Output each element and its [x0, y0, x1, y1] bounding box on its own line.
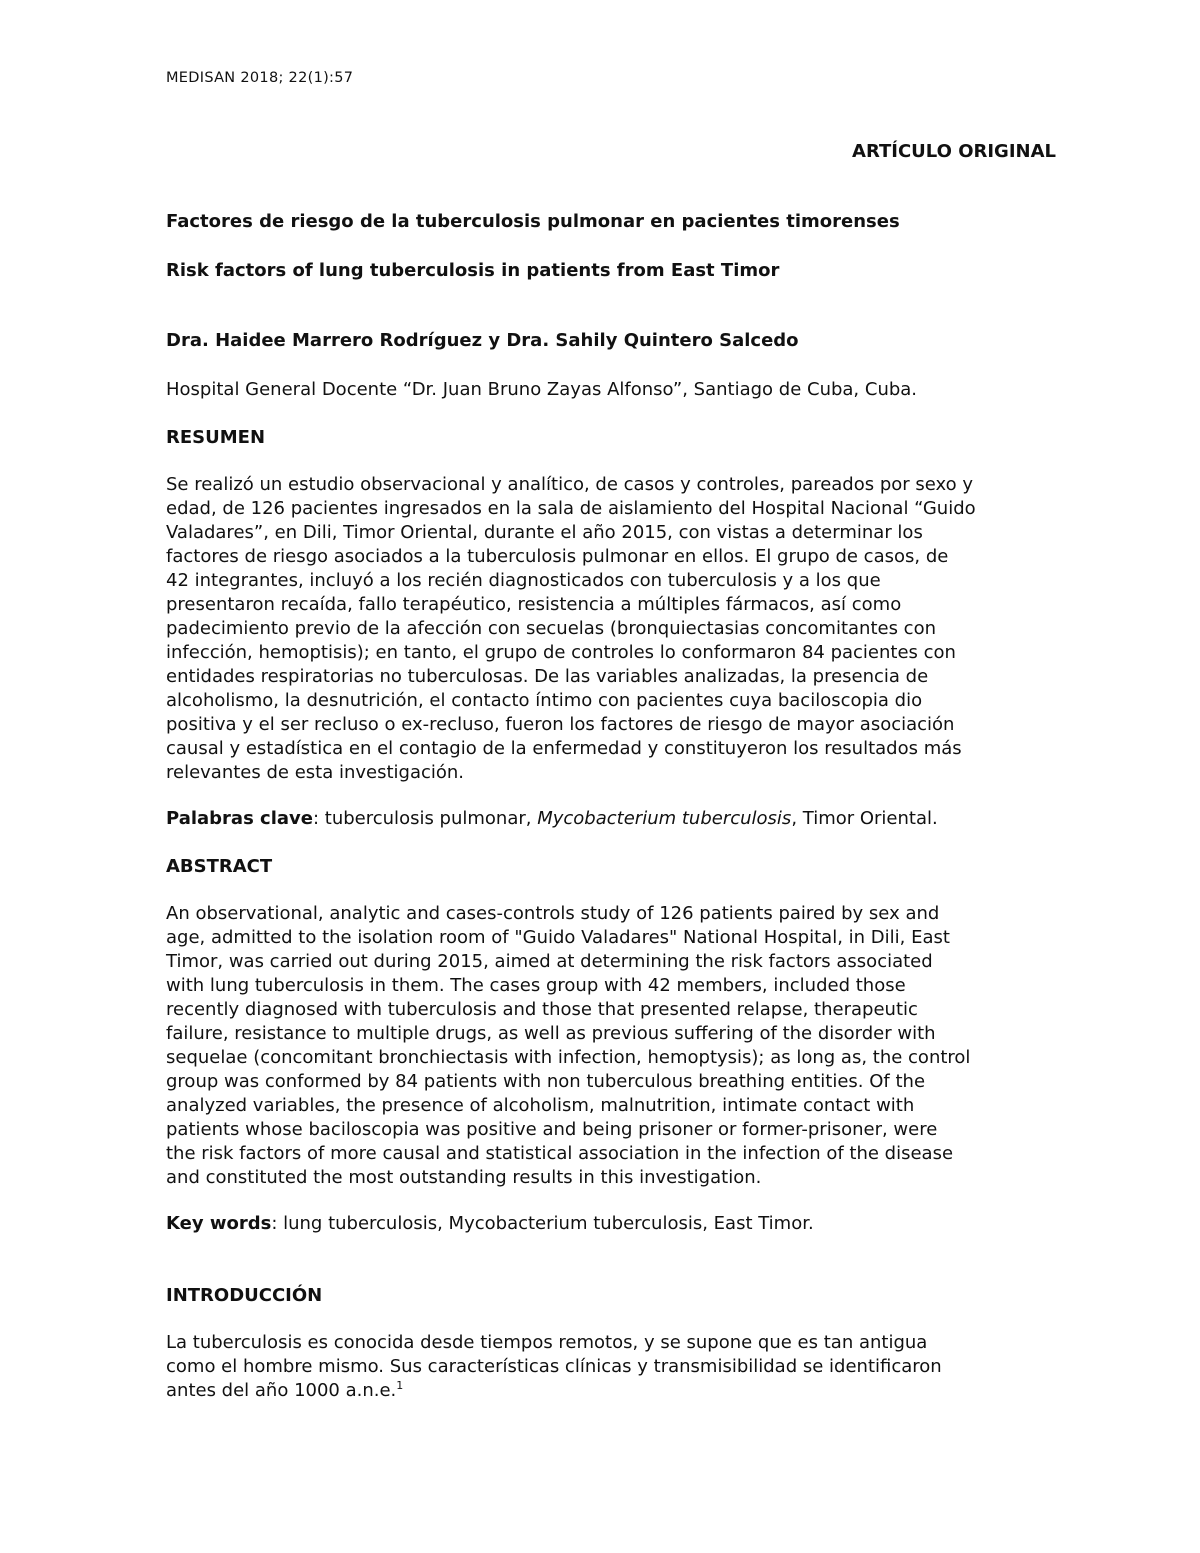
- abstract-line: and constituted the most outstanding results in this investigation.: [166, 1167, 762, 1188]
- authors: Dra. Haidee Marrero Rodríguez y Dra. Sahily Quintero Salcedo: [166, 330, 799, 351]
- palabras-clave-text-2: , Timor Oriental.: [791, 808, 938, 829]
- abstract-body: [166, 902, 1060, 1190]
- abstract-line: recently diagnosed with tuberculosis and those that presented relapse, therapeutic: [166, 999, 918, 1020]
- resumen-line: relevantes de esta investigación.: [166, 762, 465, 783]
- key-words-text: : lung tuberculosis, Mycobacterium tuberculosis, East Timor.: [271, 1213, 814, 1234]
- palabras-clave-italic: Mycobacterium tuberculosis: [537, 808, 792, 829]
- resumen-heading: RESUMEN: [166, 427, 266, 448]
- abstract-line: group was conformed by 84 patients with non tuberculous breathing entities. Of the: [166, 1071, 926, 1092]
- abstract-line: with lung tuberculosis in them. The cases group with 42 members, included those: [166, 975, 906, 996]
- introduccion-body: [166, 1331, 1060, 1403]
- title-english: Risk factors of lung tuberculosis in patients from East Timor: [166, 260, 780, 281]
- abstract-line: patients whose baciloscopia was positive and being prisoner or former-prisoner, were: [166, 1119, 938, 1140]
- resumen-line: edad, de 126 pacientes ingresados en la sala de aislamiento del Hospital Nacional “Guido: [166, 498, 976, 519]
- abstract-line: Timor, was carried out during 2015, aimed at determining the risk factors associated: [166, 951, 933, 972]
- palabras-clave-label: Palabras clave: [166, 808, 313, 829]
- abstract-heading: ABSTRACT: [166, 856, 273, 877]
- journal-reference: MEDISAN 2018; 22(1):57: [166, 70, 354, 86]
- resumen-line: alcoholismo, la desnutrición, el contacto íntimo con pacientes cuya baciloscopia dio: [166, 690, 923, 711]
- resumen-line: Valadares”, en Dili, Timor Oriental, durante el año 2015, con vistas a determinar los: [166, 522, 923, 543]
- introduccion-line: La tuberculosis es conocida desde tiempos remotos, y se supone que es tan antigua: [166, 1332, 928, 1353]
- reference-superscript[interactable]: 1: [396, 1379, 404, 1392]
- abstract-line: failure, resistance to multiple drugs, as well as previous suffering of the disorder with: [166, 1023, 936, 1044]
- resumen-line: factores de riesgo asociados a la tuberculosis pulmonar en ellos. El grupo de casos, de: [166, 546, 949, 567]
- resumen-line: entidades respiratorias no tuberculosas. De las variables analizadas, la presencia de: [166, 666, 929, 687]
- resumen-line: positiva y el ser recluso o ex-recluso, fueron los factores de riesgo de mayor asociación: [166, 714, 955, 735]
- resumen-line: presentaron recaída, fallo terapéutico, resistencia a múltiples fármacos, así como: [166, 594, 902, 615]
- abstract-line: the risk factors of more causal and statistical association in the infection of the disease: [166, 1143, 954, 1164]
- resumen-body: [166, 473, 1060, 785]
- introduccion-heading: INTRODUCCIÓN: [166, 1285, 323, 1306]
- palabras-clave: [166, 808, 938, 829]
- resumen-line: 42 integrantes, incluyó a los recién diagnosticados con tuberculosis y a los que: [166, 570, 881, 591]
- resumen-line: Se realizó un estudio observacional y analítico, de casos y controles, pareados por sexo y: [166, 474, 974, 495]
- abstract-line: An observational, analytic and cases-controls study of 126 patients paired by sex and: [166, 903, 940, 924]
- key-words-label: Key words: [166, 1213, 272, 1234]
- affiliation: Hospital General Docente “Dr. Juan Bruno Zayas Alfonso”, Santiago de Cuba, Cuba.: [166, 379, 918, 400]
- abstract-line: sequelae (concomitant bronchiectasis with infection, hemoptysis); as long as, the control: [166, 1047, 971, 1068]
- abstract-line: analyzed variables, the presence of alcoholism, malnutrition, intimate contact with: [166, 1095, 915, 1116]
- key-words: [166, 1213, 814, 1234]
- resumen-line: infección, hemoptisis); en tanto, el grupo de controles lo conformaron 84 pacientes con: [166, 642, 956, 663]
- palabras-clave-text-1: : tuberculosis pulmonar,: [313, 808, 538, 829]
- article-type-label: ARTÍCULO ORIGINAL: [852, 141, 1056, 162]
- abstract-line: age, admitted to the isolation room of "Guido Valadares" National Hospital, in Dili, East: [166, 927, 950, 948]
- introduccion-last-text: antes del año 1000 a.n.e.: [166, 1380, 397, 1401]
- title-spanish: Factores de riesgo de la tuberculosis pulmonar en pacientes timorenses: [166, 211, 900, 232]
- introduccion-line-last: [166, 1379, 1060, 1403]
- resumen-line: padecimiento previo de la afección con secuelas (bronquiectasias concomitantes con: [166, 618, 936, 639]
- introduccion-line: como el hombre mismo. Sus características clínicas y transmisibilidad se identificaron: [166, 1356, 942, 1377]
- resumen-line: causal y estadística en el contagio de la enfermedad y constituyeron los resultados más: [166, 738, 962, 759]
